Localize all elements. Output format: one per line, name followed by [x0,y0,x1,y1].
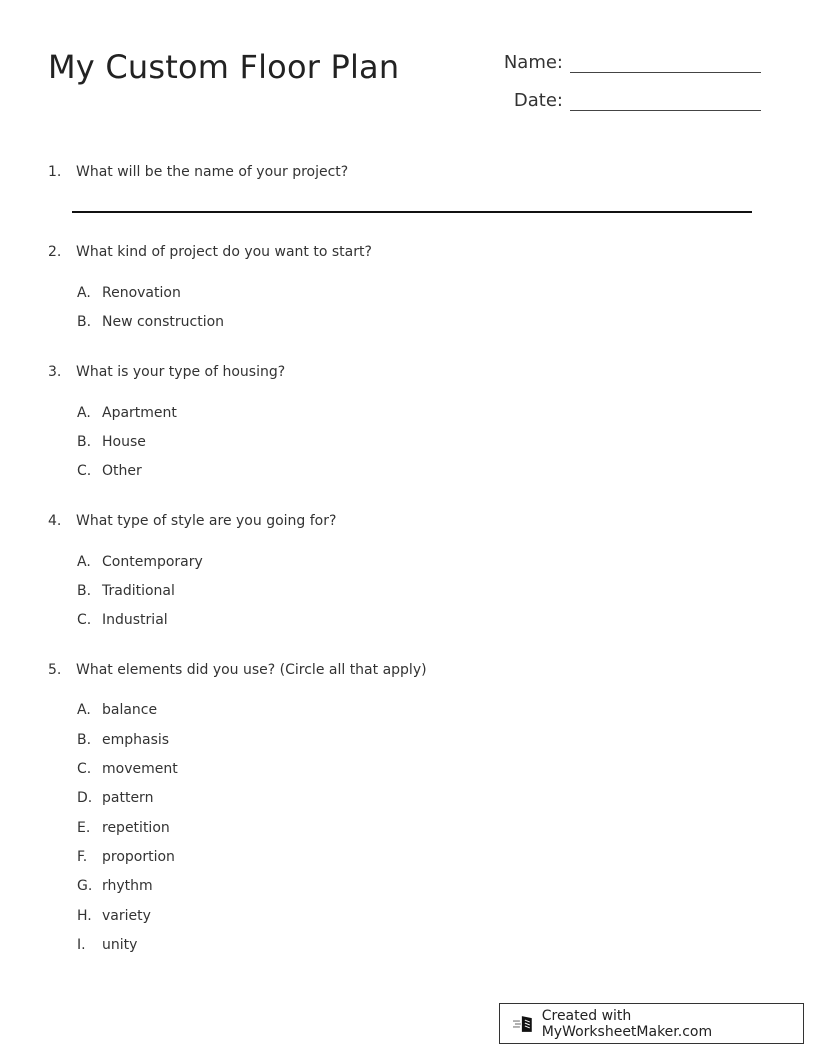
option-text: repetition [102,820,170,836]
option-text: Contemporary [102,554,203,570]
name-field[interactable] [493,52,761,73]
option-letter: B. [77,314,92,330]
footer-text: Created with MyWorksheetMaker.com [541,1007,713,1040]
option-letter: C. [77,761,92,777]
question-text: What type of style are you going for? [76,513,337,529]
option-text: Apartment [102,405,177,421]
option-text: Renovation [102,285,181,301]
option[interactable] [77,908,151,924]
option-letter: D. [77,790,93,806]
option[interactable] [77,790,153,806]
option-letter: I. [77,937,86,953]
option-text: Other [102,463,142,479]
option-letter: B. [77,434,92,450]
option[interactable] [77,554,203,570]
option[interactable] [77,820,170,836]
option[interactable] [77,285,181,301]
option-text: variety [102,908,151,924]
option[interactable] [77,937,137,953]
question-number: 4. [48,513,62,529]
question-1 [48,164,348,180]
option-text: Industrial [102,612,168,628]
option[interactable] [77,434,146,450]
option[interactable] [77,878,153,894]
option-text: Traditional [102,583,175,599]
question-text: What kind of project do you want to start? [76,244,372,260]
question-number: 3. [48,364,62,380]
option-letter: E. [77,820,91,836]
question-text: What will be the name of your project? [76,164,349,180]
option-letter: A. [77,702,91,718]
option-letter: G. [77,878,93,894]
option-text: balance [102,702,158,718]
option-text: movement [102,761,178,777]
option-text: proportion [102,849,175,865]
option-letter: A. [77,554,91,570]
option-letter: H. [77,908,92,924]
option[interactable] [77,583,175,599]
question-number: 5. [48,662,62,678]
project-name-answer-line[interactable] [72,211,752,213]
option[interactable] [77,761,178,777]
date-input-line[interactable] [570,92,761,111]
option-letter: C. [77,612,92,628]
footer-badge[interactable] [499,1003,804,1044]
option-letter: A. [77,285,91,301]
option-letter: F. [77,849,88,865]
option-text: emphasis [102,732,170,748]
option-text: rhythm [102,878,153,894]
question-text: What is your type of housing? [76,364,286,380]
worksheet-maker-logo-icon [512,1014,536,1034]
date-field[interactable] [493,90,761,111]
option[interactable] [77,314,224,330]
option[interactable] [77,405,177,421]
option-text: House [102,434,146,450]
question-5 [48,662,427,678]
option[interactable] [77,463,142,479]
date-label: Date: [513,90,563,111]
name-input-line[interactable] [570,54,761,73]
option-letter: B. [77,732,92,748]
name-label: Name: [503,52,563,73]
question-number: 2. [48,244,62,260]
question-4 [48,513,336,529]
page-title: My Custom Floor Plan [48,48,400,86]
option-text: New construction [102,314,225,330]
question-2 [48,244,372,260]
question-text: What elements did you use? (Circle all that apply) [76,662,427,678]
option-letter: A. [77,405,91,421]
option[interactable] [77,612,168,628]
question-3 [48,364,285,380]
option[interactable] [77,732,169,748]
option-letter: C. [77,463,92,479]
question-number: 1. [48,164,62,180]
option[interactable] [77,702,157,718]
option-text: unity [102,937,138,953]
option[interactable] [77,849,175,865]
option-letter: B. [77,583,92,599]
option-text: pattern [102,790,154,806]
